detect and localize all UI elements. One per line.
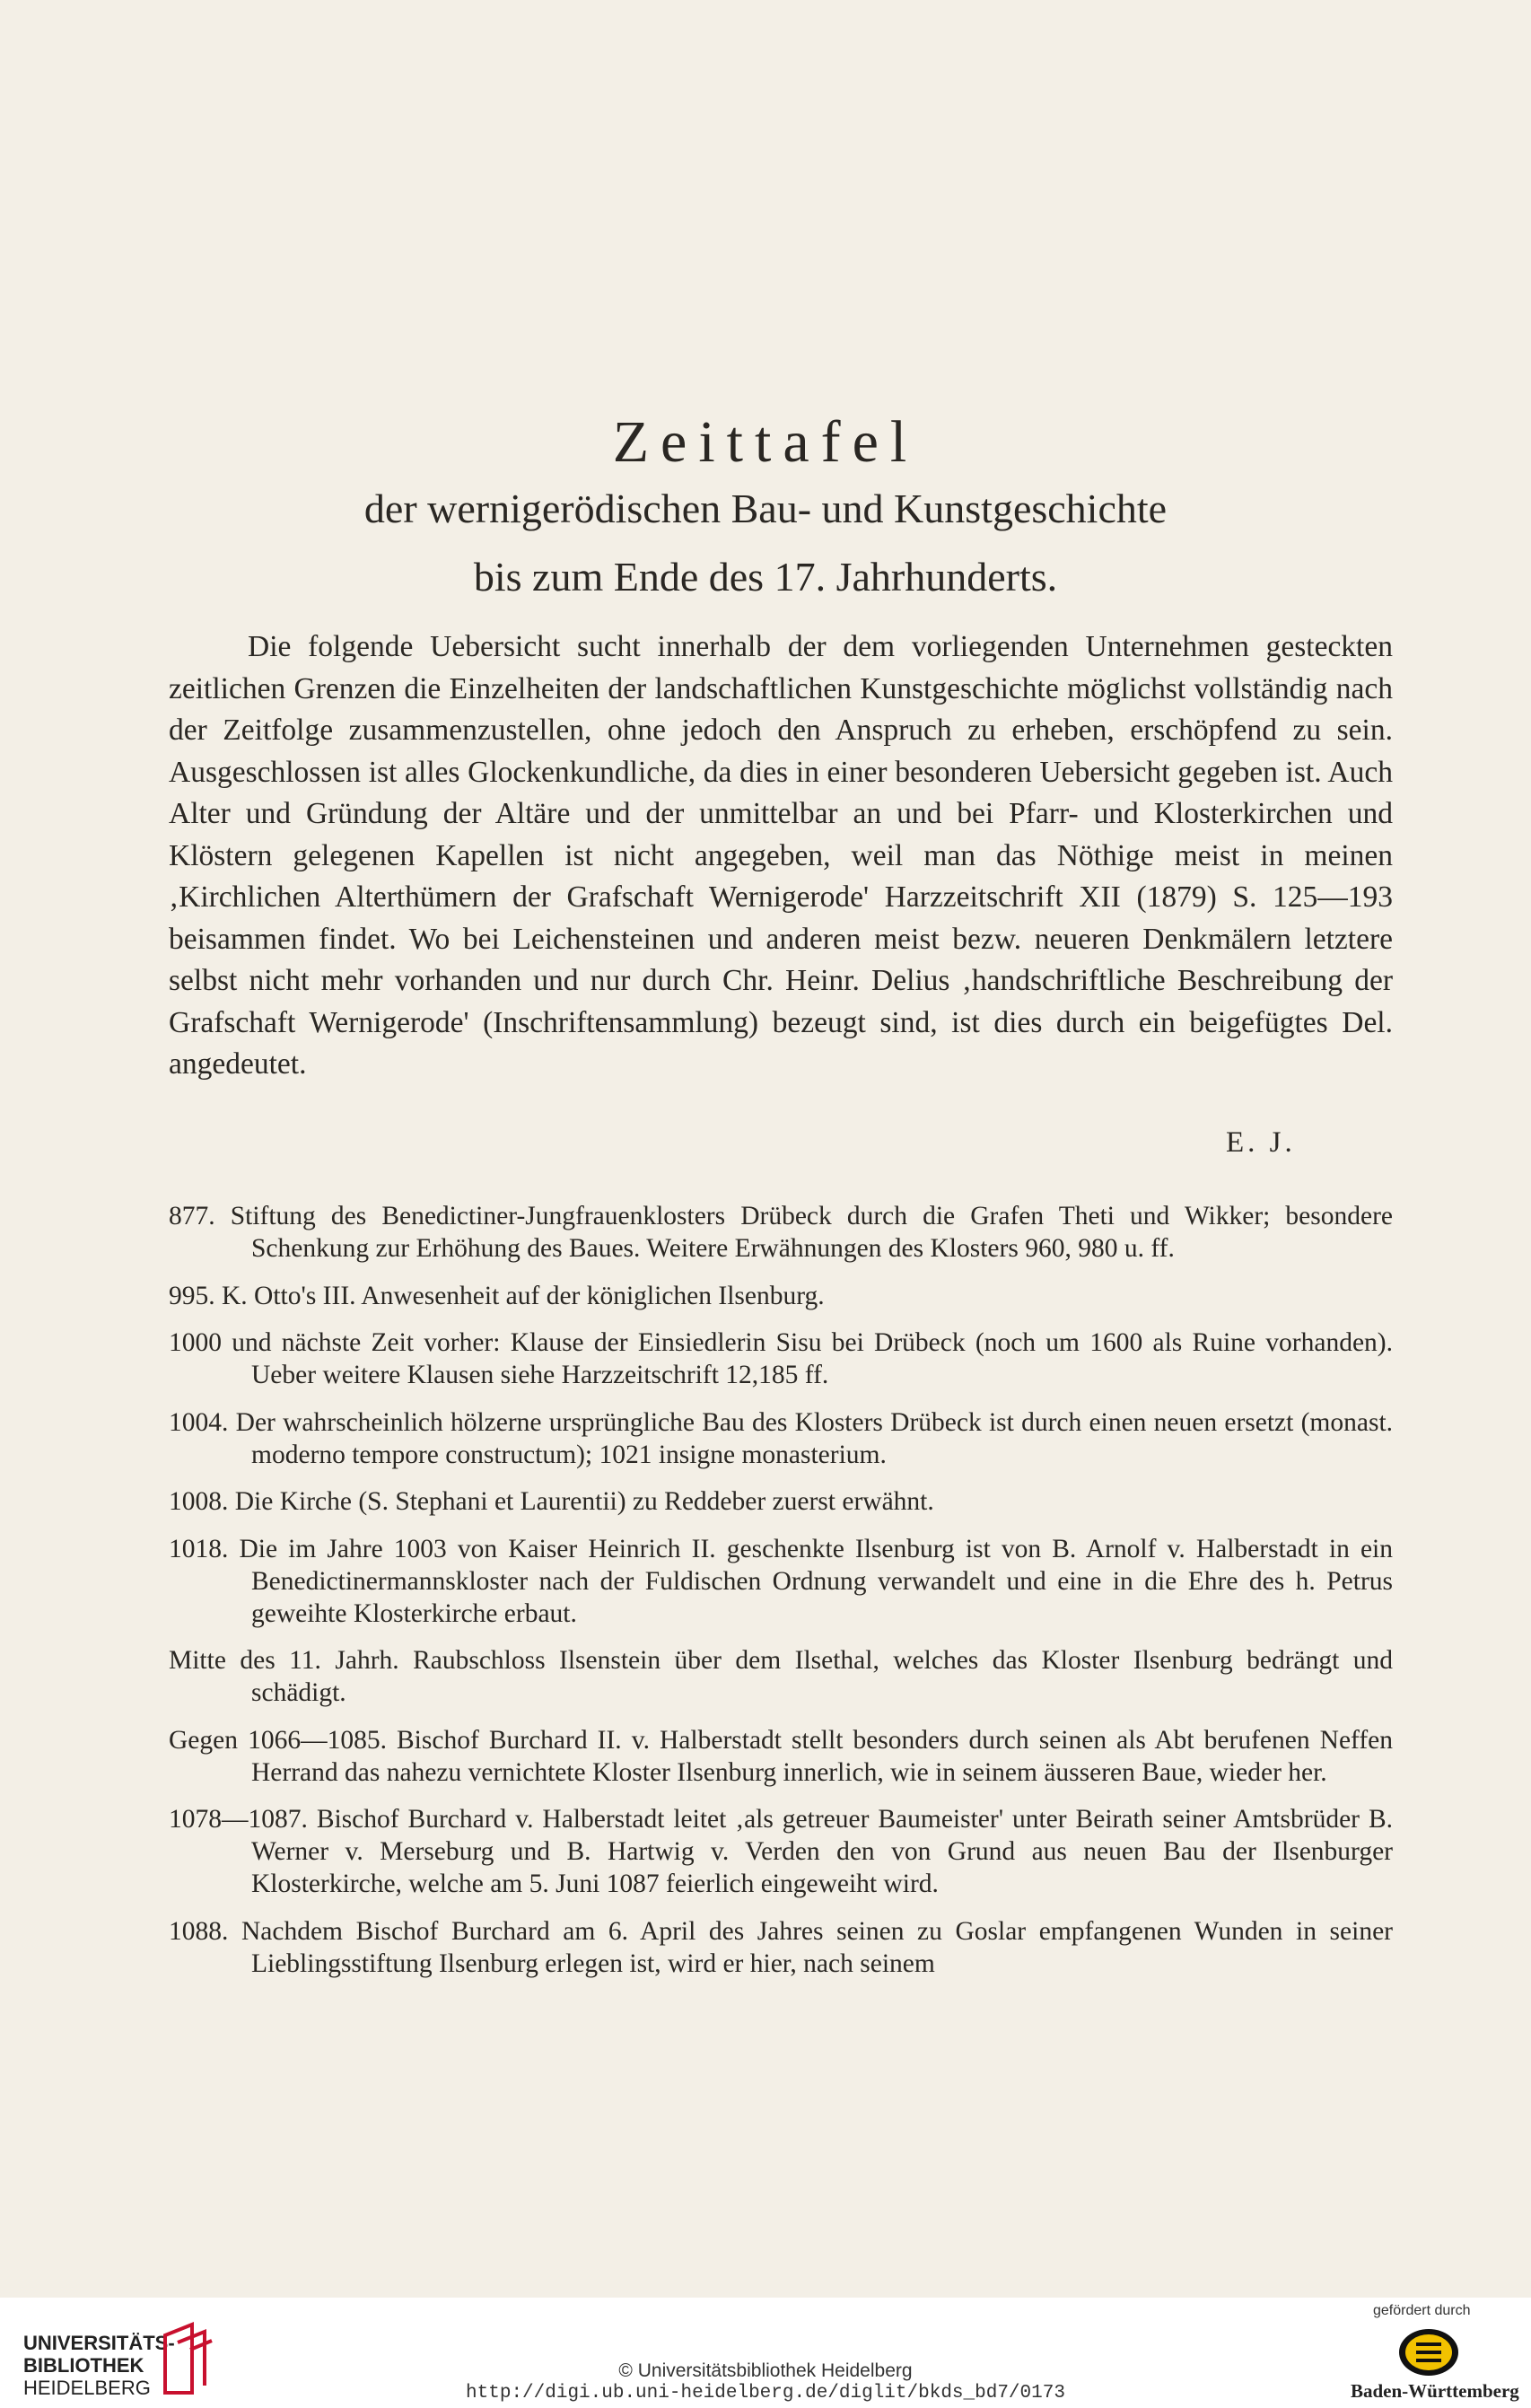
copyright-notice: © Universitätsbibliothek Heidelberg [618, 2360, 913, 2381]
state-name: Baden-Württemberg [1351, 2380, 1519, 2402]
entry-year: 877. [169, 1202, 215, 1230]
chronology-entry [169, 1200, 1393, 1265]
chronology-entry [169, 1803, 1393, 1900]
entry-text: Nachdem Bischof Burchard am 6. April des Jahres seinen zu Goslar empfangenen Wunden in seiner Lieblingsstiftung Ilsenburg erlegen ist, wird er hier, nach seinem [241, 1916, 1393, 1978]
chronology-entry [169, 1485, 1393, 1518]
entry-text: 1066—1085. Bischof Burchard II. v. Halberstadt stellt besonders durch seinen als Abt berufenen Neffen Herrand das nahezu vernichtete Kloster Ilsenburg innerlich, wie in seinem äusseren Baue, wieder her. [248, 1725, 1393, 1787]
state-coat-of-arms-icon [1396, 2326, 1461, 2378]
intro-paragraph: Die folgende Uebersicht sucht innerhalb der dem vorliegenden Unternehmen gesteckten zeitlichen Grenzen die Einzelheiten der landschaftlichen Kunstgeschichte möglichst vollständig nach der Zeitfolge zusammenzustellen, ohne jedoch den Anspruch zu erheben, erschöpfend zu sein. Ausgeschlossen ist alles Glockenkundliche, da dies in einer besonderen Uebersicht gegeben ist. Auch Alter und Gründung der Altäre und der unmittelbar an und bei Pfarr- und Klosterkirchen und Klöstern gelegenen Kapellen ist nicht angegeben, weil man das Nöthige meist in meinen ‚Kirchlichen Alterthümern der Grafschaft Wernigerode' Harzzeitschrift XII (1879) S. 125—193 beisammen findet. Wo bei Leichensteinen und anderen meist bezw. neueren Denkmälern letztere selbst nicht mehr vorhanden und nur durch Chr. Heinr. Delius ‚handschriftliche Beschreibung der Grafschaft Wernigerode' (Inschriftensammlung) bezeugt sind, ist dies durch ein beigefügtes Del. angedeutet. [169, 630, 1393, 1081]
entry-year: 1018. [169, 1534, 229, 1563]
chronology-entry [169, 1533, 1393, 1630]
library-name-line1: UNIVERSITÄTS- [23, 2332, 175, 2354]
entry-text: Stiftung des Benedictiner-Jungfrauenklosters Drübeck durch die Grafen Theti und Wikker; besondere Schenkung zur Erhöhung des Baues. Weitere Erwähnungen des Klosters 960, 980 u. ff. [230, 1202, 1394, 1263]
entry-text: und nächste Zeit vorher: Klause der Einsiedlerin Sisu bei Drübeck (noch um 1600 als Ruine vorhanden). Ueber weitere Klausen siehe Harzzeitschrift 12,185 ff. [232, 1328, 1393, 1389]
chronology-entry [169, 1280, 1393, 1312]
page-title: Zeittafel [612, 409, 919, 475]
chronology-entry [169, 1644, 1393, 1709]
entry-year: Gegen [169, 1725, 238, 1755]
page-subtitle-line1: der wernigerödischen Bau- und Kunstgeschichte [363, 486, 1168, 531]
entry-text: des 11. Jahrh. Raubschloss Ilsenstein über dem Ilsethal, welches das Kloster Ilsenburg bedrängt und schädigt. [240, 1646, 1394, 1707]
entry-text: Die im Jahre 1003 von Kaiser Heinrich II. geschenkte Ilsenburg ist von B. Arnolf v. Halberstadt in ein Benedictinermannskloster nach der Fuldischen Ordnung verwandelt und eine in die Ehre des h. Petrus geweihte Klosterkirche erbaut. [239, 1534, 1394, 1628]
chronology-entry [169, 1327, 1393, 1391]
chronology-entry [169, 1724, 1393, 1789]
entry-year: 1078—1087. [169, 1805, 308, 1834]
entry-year: 1004. [169, 1407, 229, 1437]
chronology-entry [169, 1915, 1393, 1980]
entry-year: 1000 [169, 1328, 222, 1357]
entry-text: K. Otto's III. Anwesenheit auf der königlichen Ilsenburg. [222, 1281, 825, 1310]
funding-label: gefördert durch [1373, 2303, 1471, 2318]
entry-year: Mitte [169, 1646, 226, 1675]
entry-year: 995. [169, 1281, 215, 1310]
author-signature: E. J. [1226, 1126, 1296, 1159]
chronology-entry [169, 1406, 1393, 1471]
entry-text: Der wahrscheinlich hölzerne ursprüngliche Bau des Klosters Drübeck ist durch einen neuen ersetzt (monast. moderno tempore constructum); 1021 insigne monasterium. [235, 1407, 1394, 1469]
library-name-line2: BIBLIOTHEK [23, 2354, 144, 2377]
chronology-list [169, 1200, 1393, 1994]
page-subtitle-line2: bis zum Ende des 17. Jahrhunderts. [473, 554, 1058, 600]
entry-year: 1008. [169, 1487, 229, 1516]
library-name-line3: HEIDELBERG [23, 2377, 151, 2399]
entry-text: Bischof Burchard v. Halberstadt leitet ‚als getreuer Baumeister' unter Beirath seiner Amtsbrüder B. Werner v. Merseburg und B. Hartwig v. Verden den von Grund aus neuen Bau der Ilsenburger Klosterkirche, welche am 5. Juni 1087 feierlich eingeweiht wird. [251, 1805, 1393, 1898]
entry-year: 1088. [169, 1916, 229, 1946]
permalink-url[interactable]: http://digi.ub.uni-heidelberg.de/diglit/bkds_bd7/0173 [466, 2383, 1065, 2404]
entry-text: Die Kirche (S. Stephani et Laurentii) zu Reddeber zuerst erwähnt. [234, 1487, 934, 1516]
footer-bar [0, 2298, 1531, 2408]
